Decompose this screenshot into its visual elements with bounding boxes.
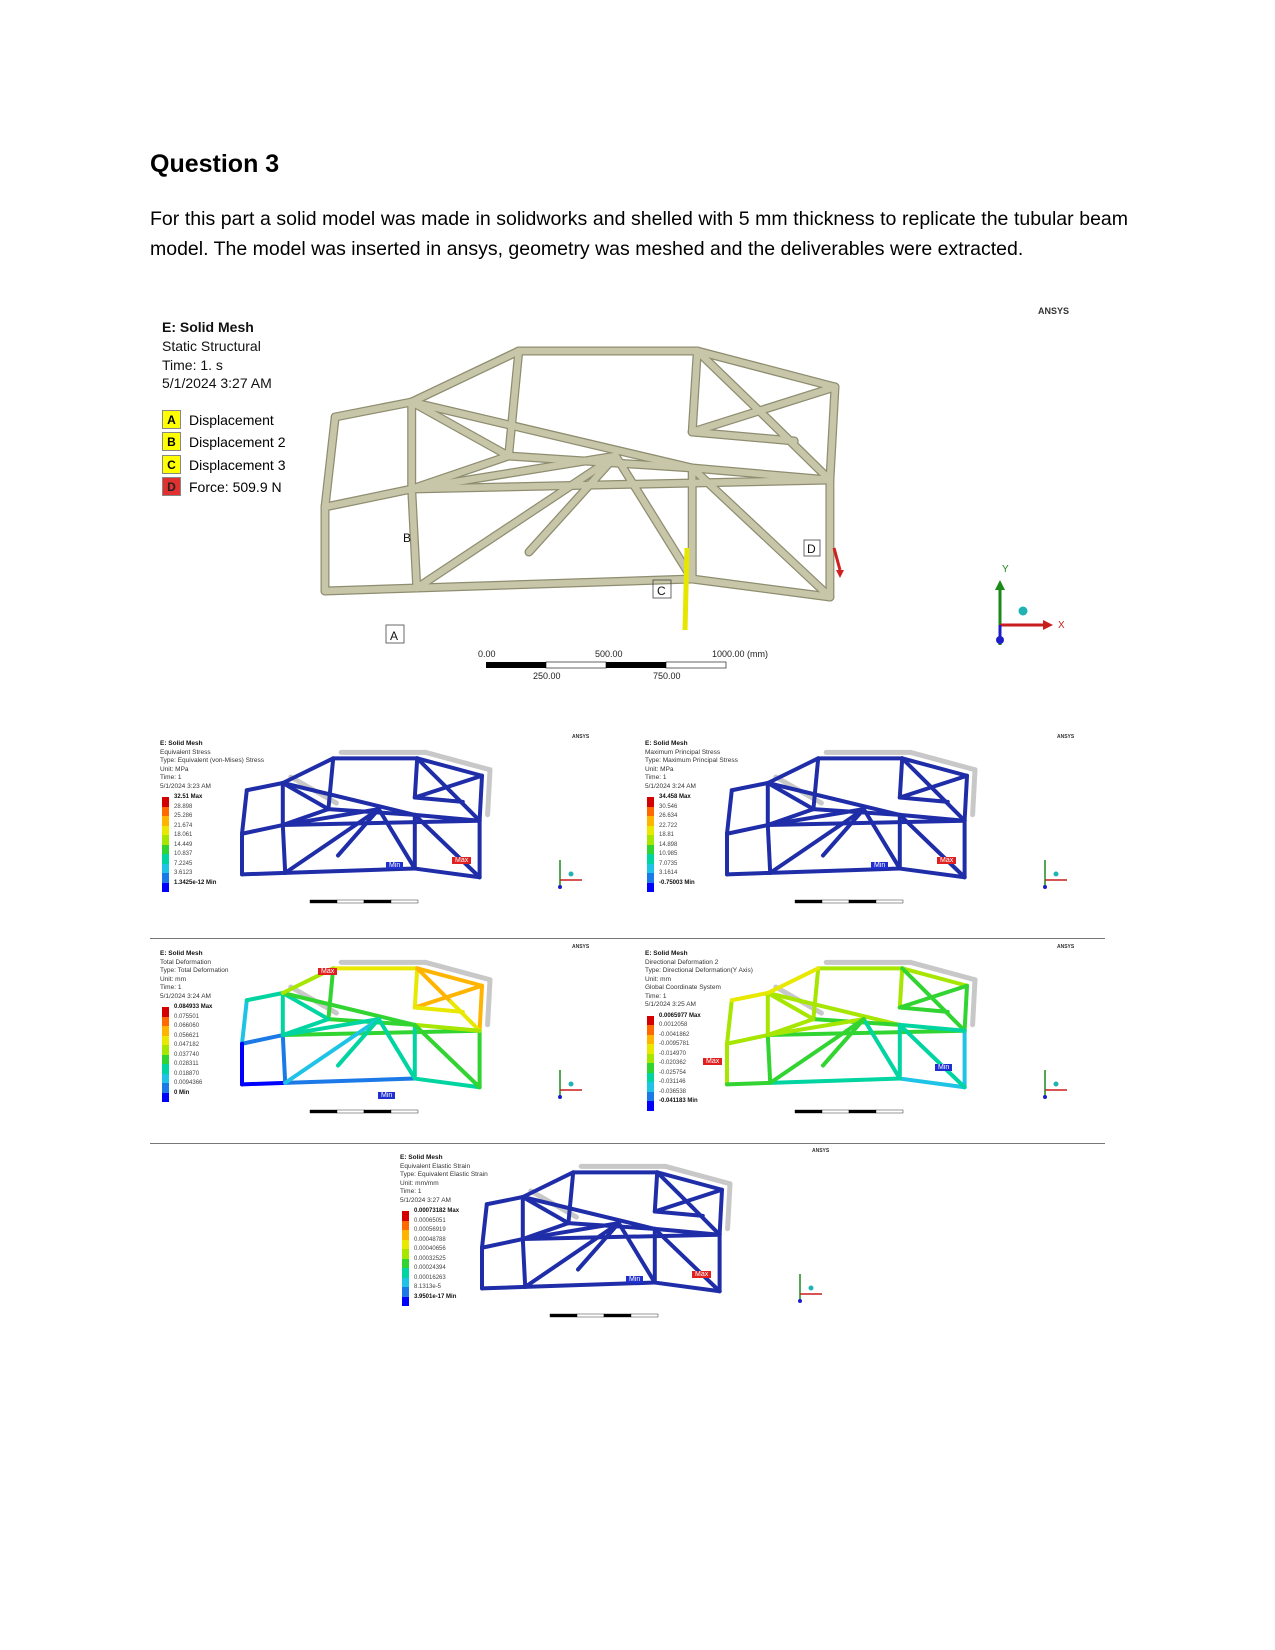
result-frame-model	[635, 942, 1105, 1142]
bc-d-swatch: D	[162, 477, 181, 496]
scale-bar-segment	[795, 1110, 822, 1113]
frame-member	[770, 1079, 900, 1083]
frame-member	[379, 809, 415, 868]
min-tag: Min	[386, 862, 403, 869]
scale-bar-segment	[822, 900, 849, 903]
triad-sphere	[569, 1082, 574, 1087]
frame-member	[247, 783, 283, 790]
color-scale-value: 0.056621	[174, 1032, 200, 1039]
frame-member	[900, 758, 902, 797]
scale-bar-segment	[310, 1110, 337, 1113]
result-panel-max-principal	[635, 732, 1105, 932]
scale-label-750: 750.00	[653, 671, 681, 681]
ansys-logo: ANSYS	[1038, 306, 1070, 316]
frame-member	[864, 809, 900, 868]
result-info-line: Time: 1	[160, 984, 182, 991]
color-scale-value: 0.018870	[174, 1070, 200, 1077]
result-info-line: Time: 1	[400, 1188, 422, 1195]
triad-origin	[558, 1095, 562, 1099]
bc-a-swatch: A	[162, 410, 181, 429]
color-scale-value: 0.00032525	[414, 1255, 446, 1262]
label-a: A	[390, 629, 399, 643]
triad-sphere	[569, 872, 574, 877]
scale-bar-segment	[337, 1110, 364, 1113]
result-info-line: Type: Equivalent Elastic Strain	[400, 1171, 488, 1178]
color-scale-value: 0.047182	[174, 1042, 200, 1048]
color-scale-value: -0.036538	[659, 1088, 687, 1095]
scale-bar-segment	[337, 900, 364, 903]
frame-member	[283, 1035, 285, 1083]
max-tag: Max	[937, 857, 956, 864]
result-panel-directional-deformation	[635, 942, 1105, 1142]
support-c-highlight	[685, 548, 687, 630]
color-scale-value: -0.75003 Min	[659, 879, 695, 886]
result-info-line: Unit: mm	[160, 975, 186, 983]
ghost-member	[488, 770, 490, 815]
frame-member	[482, 1204, 487, 1248]
scale-seg-1	[486, 662, 546, 668]
frame-member	[480, 776, 482, 821]
result-info-line: Type: Maximum Principal Stress	[645, 757, 738, 764]
bc-d-label: Force: 509.9 N	[189, 478, 282, 495]
color-scale-value: 1.3425e-12 Min	[174, 879, 217, 886]
result-title: E: Solid Mesh	[645, 950, 688, 957]
description-paragraph: For this part a solid model was made in solidworks and shelled with 5 mm thickness to replicate the tubular beam model. The model was inserted in ansys, geometry was meshed and the deliverables were extracted.	[150, 208, 1128, 260]
triad-origin	[558, 885, 562, 889]
result-info-line: Equivalent Stress	[160, 748, 211, 756]
frame-member	[335, 402, 412, 417]
ansys-logo: ANSYS	[572, 734, 590, 740]
frame-member	[242, 1035, 283, 1044]
scale-label-1000: 1000.00 (mm)	[712, 649, 769, 659]
result-panel-elastic-strain	[390, 1146, 860, 1346]
frame-member	[936, 792, 965, 821]
frame-member	[325, 489, 412, 507]
ghost-member	[973, 770, 975, 815]
result-info-line: Global Coordinate System	[645, 984, 721, 991]
result-title: E: Solid Mesh	[645, 740, 688, 747]
color-scale-value: 10.837	[174, 851, 193, 857]
frame-member	[900, 968, 902, 1007]
ansys-logo: ANSYS	[572, 944, 590, 950]
force-arrow-head	[836, 570, 844, 578]
triad-y-label: Y	[1002, 564, 1009, 575]
scale-bar-segment	[577, 1314, 604, 1317]
frame-member	[616, 456, 693, 579]
bc-b-label: Displacement 2	[189, 433, 286, 450]
color-scale-value: 0 Min	[174, 1089, 190, 1096]
color-scale-value: 0.0065977 Max	[659, 1012, 701, 1019]
scale-bar-segment	[822, 1110, 849, 1113]
result-info-line: Maximum Principal Stress	[645, 748, 721, 756]
frame-member	[242, 1000, 247, 1044]
ghost-member	[973, 980, 975, 1025]
color-scale-value: 3.1614	[659, 870, 678, 876]
result-frame-model	[150, 942, 620, 1142]
triad-sphere	[1054, 1082, 1059, 1087]
frame-member	[242, 1083, 285, 1084]
frame-member	[720, 1190, 722, 1235]
frame-member	[732, 783, 768, 790]
color-scale-value: -0.0041862	[659, 1031, 690, 1038]
color-scale-value: 25.286	[174, 813, 193, 819]
frame-member	[768, 968, 818, 993]
scale-bar-segment	[364, 900, 391, 903]
divider-2	[150, 1143, 1105, 1144]
color-scale-value: 0.00048788	[414, 1236, 446, 1243]
color-scale-value: 7.0735	[659, 860, 678, 867]
color-scale-value: 18.81	[659, 832, 675, 838]
result-title: E: Solid Mesh	[160, 950, 203, 957]
max-tag: Max	[703, 1058, 722, 1065]
result-info-line: Equivalent Elastic Strain	[400, 1162, 471, 1170]
ghost-member	[728, 1184, 730, 1229]
triad-origin	[1043, 1095, 1047, 1099]
result-info-line: Directional Deformation 2	[645, 958, 719, 966]
color-scale-value: 21.674	[174, 822, 193, 829]
scale-bar-segment	[876, 1110, 903, 1113]
scale-bar-segment	[631, 1314, 658, 1317]
color-scale-value: 0.00056919	[414, 1227, 446, 1233]
color-scale-value: 0.0094366	[174, 1080, 203, 1086]
color-scale-value: 0.00024394	[414, 1265, 446, 1271]
bc-c-swatch: C	[162, 455, 181, 474]
color-scale-value: 0.00065051	[414, 1217, 446, 1224]
result-title: E: Solid Mesh	[160, 740, 203, 747]
scale-seg-2	[546, 662, 606, 668]
frame-member	[283, 758, 333, 783]
result-info-line: Unit: mm/mm	[400, 1179, 439, 1187]
scale-bar-segment	[849, 1110, 876, 1113]
main-frame-model	[150, 300, 1110, 700]
frame-member	[732, 993, 768, 1000]
main-figure-line-1: Static Structural	[162, 338, 261, 354]
max-tag: Max	[318, 968, 337, 975]
result-info-line: 5/1/2024 3:24 AM	[645, 782, 696, 790]
scale-bar-segment	[876, 900, 903, 903]
result-info-line: 5/1/2024 3:25 AM	[645, 1001, 696, 1008]
triad-sphere	[809, 1286, 814, 1291]
frame-member	[727, 790, 732, 834]
frame-member	[727, 825, 768, 834]
result-info-line: 5/1/2024 3:24 AM	[160, 992, 211, 1000]
color-scale-value: -0.014970	[659, 1050, 687, 1057]
frame-member	[770, 869, 900, 873]
triad-sphere	[1054, 872, 1059, 877]
frame-member	[242, 825, 283, 834]
triad-y-head	[995, 580, 1005, 590]
result-frame-model	[635, 732, 1105, 932]
triad-x-label: X	[1058, 620, 1065, 631]
frame-member	[412, 351, 519, 402]
scale-bar-segment	[849, 900, 876, 903]
color-scale-value: 0.0012058	[659, 1022, 688, 1028]
triad-x-head	[1043, 620, 1053, 630]
bc-b-swatch: B	[162, 432, 181, 451]
frame-member	[415, 758, 417, 797]
color-scale-value: 26.634	[659, 813, 678, 819]
frame-member	[523, 1172, 573, 1197]
triad-sphere	[1019, 607, 1028, 616]
color-scale-value: 0.00073182 Max	[414, 1208, 460, 1214]
frame-member	[727, 1000, 732, 1044]
color-scale-value: 0.066060	[174, 1023, 200, 1029]
triad-origin	[798, 1299, 802, 1303]
frame-member	[482, 1287, 525, 1288]
result-frame-model	[390, 1146, 860, 1346]
color-scale-value: 3.6123	[174, 870, 193, 876]
frame-member	[480, 986, 482, 1031]
result-info-line: Type: Directional Deformation(Y Axis)	[645, 967, 753, 974]
color-scale-value: 18.061	[174, 832, 193, 838]
result-frame-model	[150, 732, 620, 932]
bc-a-label: Displacement	[189, 411, 274, 428]
frame-member	[691, 1206, 720, 1235]
min-tag: Min	[626, 1276, 643, 1283]
min-tag: Min	[935, 1064, 952, 1071]
frame-member	[487, 1197, 523, 1204]
divider-1	[150, 938, 1105, 939]
frame-member	[325, 588, 417, 591]
result-info-line: Time: 1	[160, 774, 182, 781]
roll-cage-frame	[325, 351, 835, 597]
ansys-logo: ANSYS	[1057, 944, 1075, 950]
frame-member	[285, 869, 415, 873]
label-d: D	[807, 542, 816, 556]
frame-member	[727, 1035, 768, 1044]
frame-member	[242, 790, 247, 834]
frame-member	[692, 387, 835, 432]
frame-member	[619, 1223, 655, 1282]
color-scale-value: -0.031146	[659, 1079, 686, 1085]
result-title: E: Solid Mesh	[400, 1154, 443, 1161]
color-scale-value: 7.2245	[174, 860, 193, 867]
color-scale-value: 0.084933 Max	[174, 1004, 213, 1010]
frame-member	[283, 825, 285, 873]
scale-label-0: 0.00	[478, 649, 496, 659]
scale-bar-segment	[310, 900, 337, 903]
result-info-line: Type: Total Deformation	[160, 967, 229, 974]
triad-origin	[1043, 885, 1047, 889]
color-scale-value: -0.025754	[659, 1069, 687, 1076]
ansys-logo: ANSYS	[1057, 734, 1075, 740]
frame-member	[936, 1002, 965, 1031]
result-info-line: Unit: MPa	[645, 765, 674, 773]
color-scale-value: 0.075501	[174, 1013, 200, 1020]
color-scale-value: 30.546	[659, 803, 678, 810]
frame-member	[379, 1019, 415, 1078]
frame-member	[768, 825, 770, 873]
color-scale-value: -0.020362	[659, 1060, 687, 1066]
color-scale-value: 0.00016263	[414, 1274, 446, 1281]
ghost-member	[488, 980, 490, 1025]
scale-bar-segment	[391, 900, 418, 903]
min-tag: Min	[871, 862, 888, 869]
max-tag: Max	[452, 857, 471, 864]
color-scale-value: 14.898	[659, 841, 678, 848]
frame-member	[768, 758, 818, 783]
ansys-logo: ANSYS	[812, 1148, 830, 1154]
result-info-line: Time: 1	[645, 992, 667, 1000]
main-figure-title: E: Solid Mesh	[162, 319, 254, 335]
frame-member	[285, 1079, 415, 1083]
result-panel-von-mises	[150, 732, 620, 932]
frame-member	[451, 1002, 480, 1031]
frame-member	[417, 579, 692, 588]
main-figure	[150, 300, 1110, 700]
force-arrow	[834, 548, 840, 570]
color-scale-value: 22.722	[659, 822, 678, 829]
frame-member	[451, 792, 480, 821]
frame-member	[242, 873, 285, 874]
label-c: C	[657, 584, 666, 598]
scale-seg-4	[666, 662, 726, 668]
main-figure-line-3: 5/1/2024 3:27 AM	[162, 375, 272, 391]
result-info-line: Type: Equivalent (von-Mises) Stress	[160, 757, 265, 764]
frame-member	[247, 993, 283, 1000]
color-scale-value: 10.985	[659, 851, 678, 857]
frame-member	[525, 1283, 655, 1287]
result-info-line: 5/1/2024 3:27 AM	[400, 1196, 451, 1204]
color-scale-value: 0.028311	[174, 1061, 199, 1067]
frame-member	[965, 986, 967, 1031]
scale-bar-segment	[795, 900, 822, 903]
frame-member	[965, 776, 967, 821]
frame-member	[482, 1239, 523, 1248]
scale-bar-segment	[364, 1110, 391, 1113]
min-tag: Min	[378, 1092, 395, 1099]
color-scale-value: 32.51 Max	[174, 794, 203, 800]
frame-member	[415, 968, 417, 1007]
color-scale-value: 14.449	[174, 841, 193, 848]
result-info-line: Unit: MPa	[160, 765, 189, 773]
color-scale-value: -0.0095781	[659, 1041, 690, 1047]
result-info-line: 5/1/2024 3:23 AM	[160, 782, 211, 790]
result-panel-total-deformation	[150, 942, 620, 1142]
scale-bar-segment	[604, 1314, 631, 1317]
max-tag: Max	[692, 1271, 711, 1278]
scale-seg-3	[606, 662, 666, 668]
triad-origin	[996, 636, 1004, 644]
color-scale-value: 8.1313e-5	[414, 1284, 442, 1290]
frame-member	[727, 873, 770, 874]
scale-bar-segment	[391, 1110, 418, 1113]
frame-member	[727, 1083, 770, 1084]
result-info-line: Unit: mm	[645, 975, 671, 983]
label-b: B	[403, 531, 412, 545]
color-scale-value: 0.037740	[174, 1051, 200, 1058]
main-figure-line-2: Time: 1. s	[162, 357, 223, 373]
scale-bar-segment	[550, 1314, 577, 1317]
color-scale-value: 0.00040656	[414, 1246, 446, 1252]
result-info-line: Time: 1	[645, 774, 667, 781]
frame-member	[655, 1172, 657, 1211]
scale-label-250: 250.00	[533, 671, 561, 681]
color-scale-value: 28.898	[174, 803, 193, 810]
color-scale-value: 3.9501e-17 Min	[414, 1293, 457, 1300]
frame-member	[864, 1019, 900, 1078]
result-info-line: Total Deformation	[160, 958, 211, 966]
frame-member	[768, 1035, 770, 1083]
scale-label-500: 500.00	[595, 649, 623, 659]
color-scale-value: 34.458 Max	[659, 794, 691, 800]
frame-member	[523, 1239, 525, 1287]
question-heading: Question 3	[150, 150, 280, 178]
color-scale-value: -0.041183 Min	[659, 1098, 698, 1104]
bc-c-label: Displacement 3	[189, 456, 286, 473]
